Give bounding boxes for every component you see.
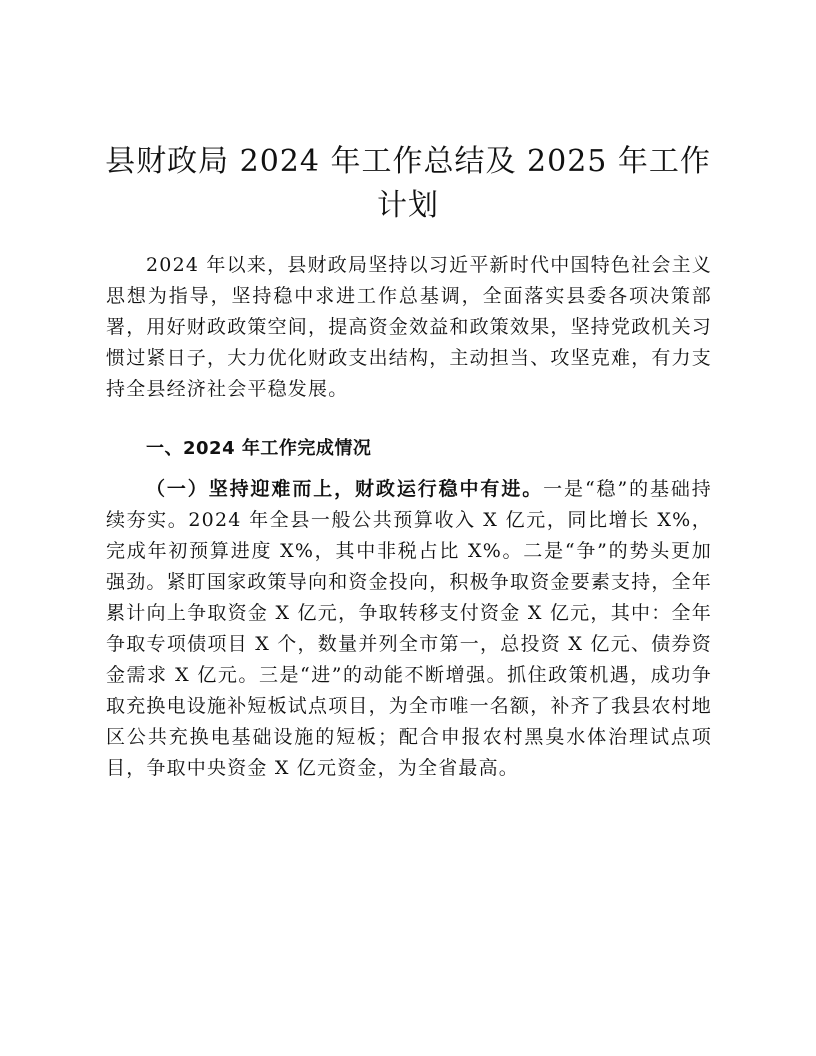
intro-paragraph: 2024 年以来，县财政局坚持以习近平新时代中国特色社会主义思想为指导，坚持稳中求进工作总基调，全面落实县委各项决策部署，用好财政政策空间，提高资金效益和政策效果，坚持党政机关习惯过紧日子，大力优化财政支出结构，主动担当、攻坚克难，有力支持全县经济社会平稳发展。 (106, 254, 713, 400)
subsection-lead: （一）坚持迎难而上，财政运行稳中有进。 (146, 478, 544, 500)
subsection-paragraph (106, 474, 712, 784)
document-title: 县财政局 2024 年工作总结及 2025 年工作计划 (105, 144, 711, 223)
section-heading: 一、2024 年工作完成情况 (146, 438, 372, 459)
subsection-body: 一是“稳”的基础持续夯实。2024 年全县一般公共预算收入 X 亿元，同比增长 X%，完成年初预算进度 X%，其中非税占比 X%。二是“争”的势头更加强劲。紧盯国家政策导向和资金投向，积极争取资金要素支持，全年累计向上争取资金 X 亿元，争取转移支付资金 X 亿元，其中：全年争取专项债项目 X 个，数量并列全市第一，总投资 X 亿元、债券资金需求 X 亿元。三是“进”的动能不断增强。抓住政策机遇，成功争取充换电设施补短板试点项目，为全市唯一名额，补齐了我县农村地区公共充换电基础设施的短板；配合申报农村黑臭水体治理试点项目，争取中央资金 X 亿元资金，为全省最高。 (106, 478, 713, 779)
